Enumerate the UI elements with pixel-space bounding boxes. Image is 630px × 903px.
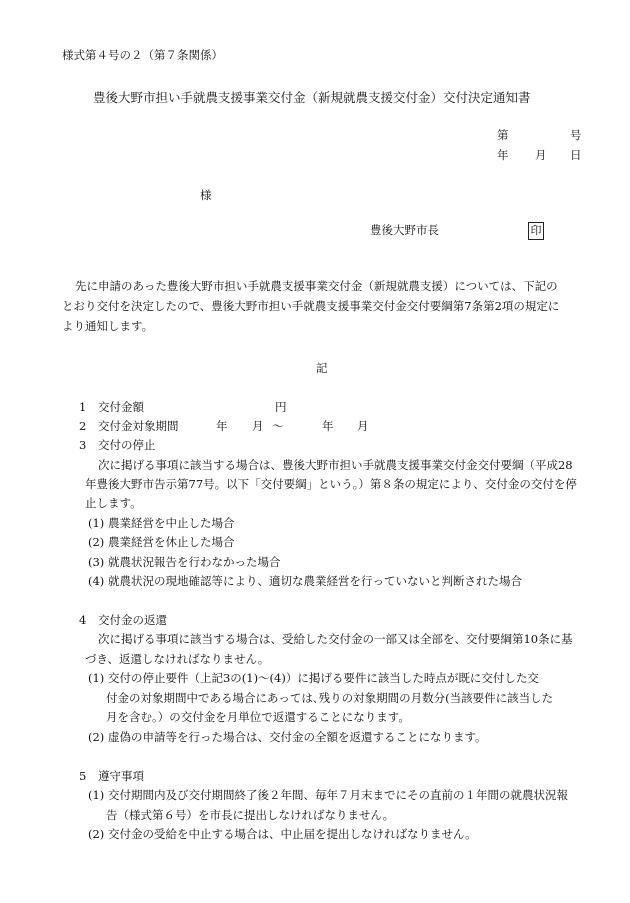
item-4-number: 4: [79, 613, 87, 627]
item-2-tilde: ～: [272, 419, 284, 433]
item-3-paragraph-line-3: 止します。: [85, 496, 142, 510]
item-2-start-month: 月: [252, 419, 264, 433]
item-4-label: 交付金の返還: [98, 613, 167, 627]
item-5-label: 遵守事項: [98, 769, 144, 783]
item-5-sub-1-line-2: 告（様式第６号）を市長に提出しなければなりません。: [106, 808, 395, 822]
item-4-sub-1-line-1: (1) 交付の停止要件（上記3の(1)～(4)）に掲げる要件に該当した時点が既に交付した交: [88, 671, 539, 685]
item-3-label: 交付の停止: [98, 438, 156, 452]
issuer-name: 豊後大野市長: [370, 223, 439, 237]
seal-mark: 印: [528, 222, 544, 240]
item-2-number: 2: [79, 419, 87, 433]
item-1-label: 交付金額: [98, 400, 144, 414]
item-2-label: 交付金対象期間: [98, 419, 179, 433]
item-4-sub-1-line-2: 付金の対象期間中である場合にあっては､残りの対象期間の月数分(当該要件に該当した: [106, 691, 554, 705]
item-3-sub-1: (1) 農業経営を中止した場合: [88, 516, 235, 530]
form-number: 様式第４号の２（第７条関係）: [62, 48, 223, 62]
intro-line-2: とおり交付を決定したので、豊後大野市担い手就農支援事業交付金交付要綱第7条第2項の規定に: [62, 299, 560, 313]
item-3-sub-2: (2) 農業経営を休止した場合: [88, 535, 235, 549]
intro-line-3: より通知します。: [62, 319, 154, 333]
ki-heading: 記: [316, 361, 328, 375]
recipient-suffix: 様: [200, 188, 212, 202]
item-5-sub-2: (2) 交付金の受給を中止する場合は、中止届を提出しなければなりません。: [88, 827, 477, 841]
item-3-sub-3: (3) 就農状況報告を行わなかった場合: [88, 555, 281, 569]
intro-line-1: 先に申請のあった豊後大野市担い手就農支援事業交付金（新規就農支援）については、下記の: [75, 279, 558, 293]
item-3-sub-4: (4) 就農状況の現地確認等により、適切な農業経営を行っていないと判断された場合: [88, 574, 522, 588]
item-2-end-year: 年: [322, 419, 334, 433]
date-year: 年: [497, 148, 509, 162]
document-title: 豊後大野市担い手就農支援事業交付金（新規就農支援交付金）交付決定通知書: [93, 90, 531, 105]
item-5-number: 5: [79, 769, 87, 783]
date-day: 日: [570, 148, 582, 162]
item-4-sub-2: (2) 虚偽の申請等を行った場合は、交付金の全額を返還することになります。: [88, 730, 487, 744]
item-2-start-year: 年: [216, 419, 228, 433]
item-1-number: 1: [79, 400, 87, 414]
date-month: 月: [535, 148, 547, 162]
item-4-paragraph-line-1: 次に掲げる事項に該当する場合は、受給した交付金の一部又は全部を、交付要綱第10条に基: [98, 632, 573, 646]
item-3-paragraph-line-1: 次に掲げる事項に該当する場合は、豊後大野市担い手就農支援事業交付金交付要綱（平成28: [98, 458, 573, 472]
item-2-end-month: 月: [357, 419, 369, 433]
item-3-number: 3: [79, 438, 87, 452]
item-1-unit: 円: [275, 400, 287, 414]
item-3-paragraph-line-2: 年豊後大野市告示第77号。以下「交付要綱」という。）第８条の規定により、交付金の交付を停: [85, 477, 577, 491]
item-5-sub-1-line-1: (1) 交付期間内及び交付期間終了後２年間、毎年７月末までにその直前の１年間の就農状況報: [88, 788, 568, 802]
number-suffix: 号: [570, 128, 582, 142]
item-4-sub-1-line-3: 月を含む。）の交付金を月単位で返還することになります。: [106, 710, 410, 724]
number-prefix: 第: [497, 128, 509, 142]
item-4-paragraph-line-2: づき、返還しなければなりません。: [85, 652, 270, 666]
